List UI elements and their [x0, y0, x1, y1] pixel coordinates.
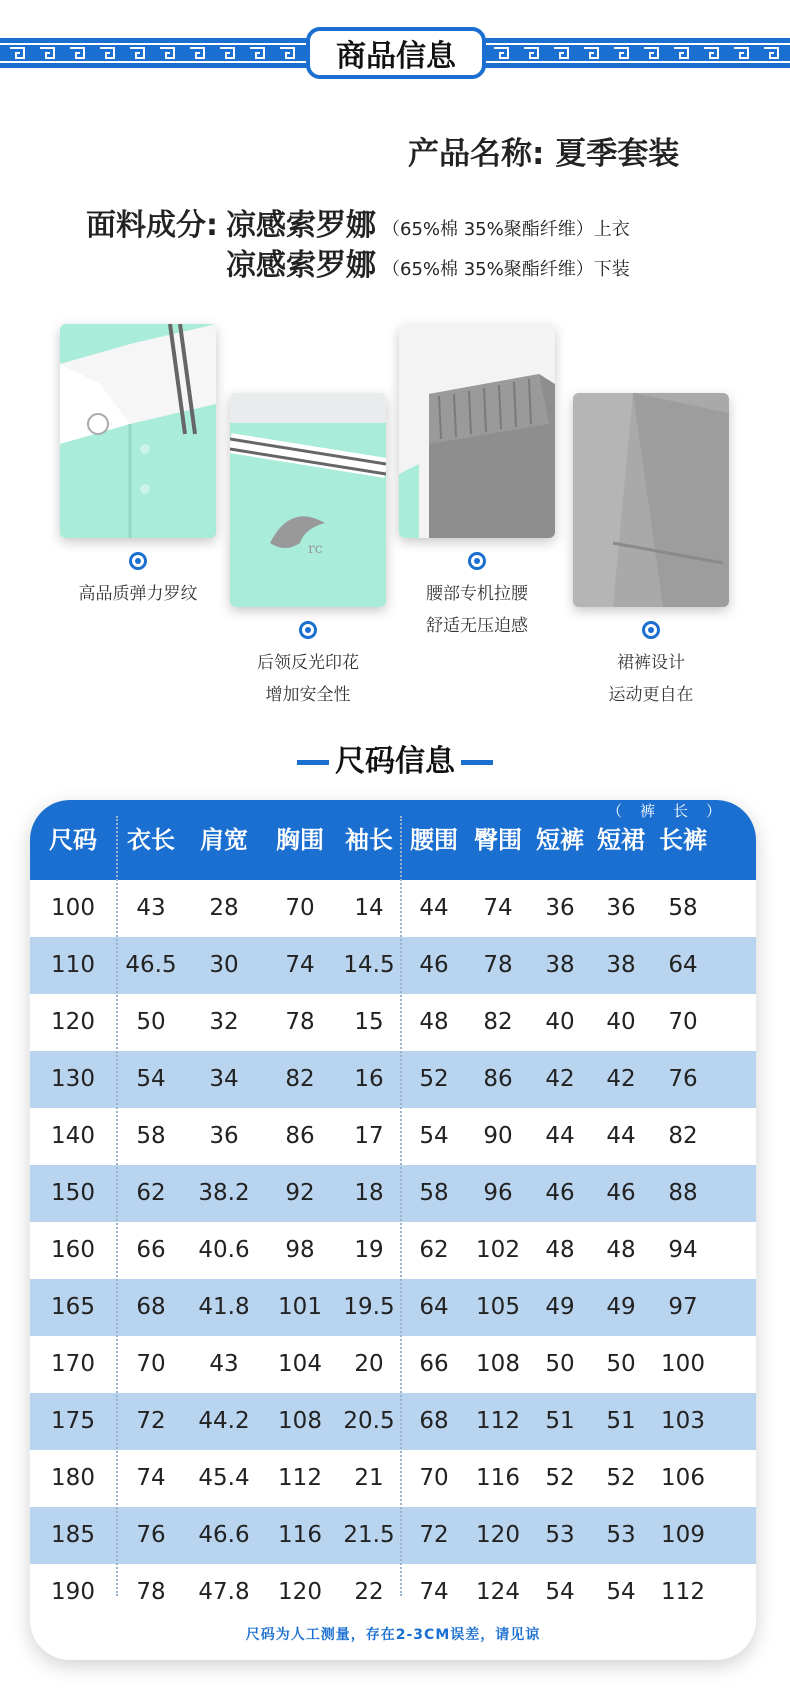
fabric-note: （65%棉 35%聚酯纤维）下装 [382, 259, 630, 280]
table-cell: 74 [285, 952, 315, 978]
table-cell: 70 [419, 1465, 449, 1491]
table-cell: 54 [419, 1123, 449, 1149]
table-cell: 46.5 [125, 952, 177, 978]
table-cell: 43 [136, 895, 166, 921]
table-row [30, 1279, 756, 1336]
table-cell: 92 [285, 1180, 315, 1206]
table-cell: 66 [419, 1351, 449, 1377]
table-cell: 150 [51, 1180, 95, 1206]
table-cell: 78 [136, 1579, 166, 1605]
feature-elastic-waist [399, 324, 555, 642]
table-cell: 58 [136, 1123, 166, 1149]
col-header: 衣长 [127, 826, 175, 854]
table-cell: 109 [661, 1522, 705, 1548]
feature-skort-design [573, 393, 729, 711]
column-divider [116, 816, 118, 1596]
table-cell: 42 [545, 1066, 575, 1092]
header-band [0, 0, 790, 95]
table-cell: 68 [419, 1408, 449, 1434]
table-cell: 165 [51, 1294, 95, 1320]
table-cell: 160 [51, 1237, 95, 1263]
feature-caption: 裙裤设计 [617, 653, 685, 673]
table-cell: 86 [483, 1066, 513, 1092]
table-row [30, 1336, 756, 1393]
table-cell: 82 [285, 1066, 315, 1092]
table-cell: 112 [476, 1408, 520, 1434]
table-cell: 43 [209, 1351, 239, 1377]
table-cell: 16 [354, 1066, 384, 1092]
bullet-icon [299, 621, 317, 639]
pants-length-subheader: （裤长） [606, 802, 739, 820]
table-cell: 116 [278, 1522, 322, 1548]
product-name: 产品名称: 夏季套装 [408, 136, 680, 172]
table-cell: 190 [51, 1579, 95, 1605]
table-cell: 40 [606, 1009, 636, 1035]
table-cell: 20 [354, 1351, 384, 1377]
fabric-composition [86, 200, 726, 283]
table-cell: 130 [51, 1066, 95, 1092]
table-cell: 21 [354, 1465, 384, 1491]
feature-caption: 腰部专机拉腰 [426, 584, 528, 604]
table-row [30, 1222, 756, 1279]
back-collar-image [230, 393, 386, 607]
table-cell: 22 [354, 1579, 384, 1605]
fabric-value: 凉感索罗娜 [226, 248, 376, 283]
table-cell: 100 [661, 1351, 705, 1377]
size-table [30, 800, 756, 1660]
table-cell: 47.8 [198, 1579, 250, 1605]
table-cell: 72 [136, 1408, 166, 1434]
table-cell: 32 [209, 1009, 239, 1035]
table-row [30, 1564, 756, 1621]
table-cell: 74 [419, 1579, 449, 1605]
table-cell: 48 [545, 1237, 575, 1263]
table-row [30, 1393, 756, 1450]
table-cell: 112 [661, 1579, 705, 1605]
table-cell: 46.6 [198, 1522, 250, 1548]
waistband-image [399, 324, 555, 538]
bullet-icon [468, 552, 486, 570]
table-cell: 44 [545, 1123, 575, 1149]
table-cell: 185 [51, 1522, 95, 1548]
table-cell: 36 [545, 895, 575, 921]
table-cell: 82 [483, 1009, 513, 1035]
table-cell: 44 [606, 1123, 636, 1149]
table-cell: 58 [419, 1180, 449, 1206]
table-cell: 94 [668, 1237, 698, 1263]
table-cell: 70 [136, 1351, 166, 1377]
table-cell: 54 [606, 1579, 636, 1605]
table-cell: 120 [278, 1579, 322, 1605]
polo-collar-image [60, 324, 216, 538]
feature-rib-collar [60, 324, 216, 610]
table-cell: 72 [419, 1522, 449, 1548]
table-cell: 62 [136, 1180, 166, 1206]
table-cell: 103 [661, 1408, 705, 1434]
table-cell: 36 [209, 1123, 239, 1149]
fabric-value: 凉感索罗娜 [226, 208, 376, 243]
table-cell: 38 [606, 952, 636, 978]
table-cell: 51 [545, 1408, 575, 1434]
fabric-row [86, 200, 726, 243]
skort-image [573, 393, 729, 607]
table-cell: 102 [476, 1237, 520, 1263]
table-row [30, 1450, 756, 1507]
table-cell: 19.5 [343, 1294, 395, 1320]
title-bar-right [461, 760, 493, 765]
table-cell: 140 [51, 1123, 95, 1149]
col-header: 袖长 [345, 826, 393, 854]
table-cell: 53 [545, 1522, 575, 1548]
table-cell: 76 [668, 1066, 698, 1092]
table-cell: 20.5 [343, 1408, 395, 1434]
table-cell: 68 [136, 1294, 166, 1320]
table-cell: 48 [606, 1237, 636, 1263]
table-cell: 54 [136, 1066, 166, 1092]
col-header: 短裤 [536, 826, 584, 854]
table-cell: 62 [419, 1237, 449, 1263]
table-cell: 44.2 [198, 1408, 250, 1434]
table-cell: 78 [483, 952, 513, 978]
table-cell: 58 [668, 895, 698, 921]
table-cell: 97 [668, 1294, 698, 1320]
table-cell: 28 [209, 895, 239, 921]
table-cell: 120 [476, 1522, 520, 1548]
col-header: 臀围 [474, 826, 522, 854]
table-cell: 19 [354, 1237, 384, 1263]
table-cell: 50 [545, 1351, 575, 1377]
table-cell: 40.6 [198, 1237, 250, 1263]
table-cell: 86 [285, 1123, 315, 1149]
table-row [30, 994, 756, 1051]
table-cell: 52 [419, 1066, 449, 1092]
table-cell: 15 [354, 1009, 384, 1035]
table-cell: 82 [668, 1123, 698, 1149]
feature-caption-sub: 运动更自在 [608, 685, 694, 705]
table-cell: 180 [51, 1465, 95, 1491]
title-bar-left [297, 760, 329, 765]
table-cell: 74 [136, 1465, 166, 1491]
table-cell: 34 [209, 1066, 239, 1092]
table-cell: 116 [476, 1465, 520, 1491]
table-cell: 78 [285, 1009, 315, 1035]
size-table-footnote: 尺码为人工测量，存在2-3CM误差，请见谅 [245, 1627, 541, 1643]
table-cell: 48 [419, 1009, 449, 1035]
table-cell: 112 [278, 1465, 322, 1491]
table-cell: 49 [545, 1294, 575, 1320]
col-header: 胸围 [276, 826, 324, 854]
table-cell: 46 [419, 952, 449, 978]
svg-text:rc: rc [308, 541, 323, 557]
table-cell: 42 [606, 1066, 636, 1092]
section-title-product-info: 商品信息 [306, 27, 486, 79]
table-row [30, 1165, 756, 1222]
table-cell: 108 [278, 1408, 322, 1434]
table-cell: 51 [606, 1408, 636, 1434]
table-row [30, 1108, 756, 1165]
table-cell: 108 [476, 1351, 520, 1377]
table-cell: 96 [483, 1180, 513, 1206]
fret-border-right [484, 38, 790, 68]
column-divider [400, 816, 402, 1596]
table-cell: 70 [285, 895, 315, 921]
table-cell: 38 [545, 952, 575, 978]
table-cell: 74 [483, 895, 513, 921]
table-cell: 17 [354, 1123, 384, 1149]
feature-caption: 后领反光印花 [257, 653, 359, 673]
table-cell: 170 [51, 1351, 95, 1377]
table-cell: 101 [278, 1294, 322, 1320]
table-cell: 70 [668, 1009, 698, 1035]
table-cell: 64 [668, 952, 698, 978]
table-cell: 45.4 [198, 1465, 250, 1491]
col-header: 长裤 [659, 826, 707, 854]
feature-caption-sub: 增加安全性 [265, 685, 351, 705]
table-cell: 21.5 [343, 1522, 395, 1548]
table-cell: 40 [545, 1009, 575, 1035]
table-cell: 120 [51, 1009, 95, 1035]
col-header: 腰围 [410, 826, 458, 854]
table-cell: 30 [209, 952, 239, 978]
table-cell: 38.2 [198, 1180, 250, 1206]
feature-caption-sub: 舒适无压迫感 [426, 616, 528, 636]
feature-caption: 高品质弹力罗纹 [78, 584, 198, 604]
table-cell: 36 [606, 895, 636, 921]
table-cell: 64 [419, 1294, 449, 1320]
table-cell: 52 [606, 1465, 636, 1491]
table-row [30, 880, 756, 937]
fabric-label: 面料成分: [86, 208, 218, 243]
table-row [30, 1051, 756, 1108]
table-cell: 50 [606, 1351, 636, 1377]
table-cell: 18 [354, 1180, 384, 1206]
table-cell: 110 [51, 952, 95, 978]
section-title-size-info: 尺码信息 [0, 736, 790, 780]
table-cell: 175 [51, 1408, 95, 1434]
table-row [30, 937, 756, 994]
col-header: 短裙 [597, 826, 645, 854]
table-cell: 14 [354, 895, 384, 921]
col-header: 尺码 [49, 826, 97, 854]
table-cell: 49 [606, 1294, 636, 1320]
fabric-row [86, 240, 726, 283]
table-cell: 52 [545, 1465, 575, 1491]
fret-border-left [0, 38, 310, 68]
table-cell: 41.8 [198, 1294, 250, 1320]
table-cell: 90 [483, 1123, 513, 1149]
table-cell: 106 [661, 1465, 705, 1491]
size-table-header [30, 800, 756, 880]
table-cell: 66 [136, 1237, 166, 1263]
table-cell: 76 [136, 1522, 166, 1548]
table-cell: 105 [476, 1294, 520, 1320]
table-cell: 54 [545, 1579, 575, 1605]
table-cell: 46 [606, 1180, 636, 1206]
bullet-icon [129, 552, 147, 570]
table-cell: 124 [476, 1579, 520, 1605]
table-cell: 50 [136, 1009, 166, 1035]
table-cell: 46 [545, 1180, 575, 1206]
table-cell: 100 [51, 895, 95, 921]
feature-reflective-print [230, 393, 386, 711]
col-header: 肩宽 [200, 826, 248, 854]
fabric-note: （65%棉 35%聚酯纤维）上衣 [382, 219, 630, 240]
table-cell: 88 [668, 1180, 698, 1206]
table-cell: 104 [278, 1351, 322, 1377]
table-cell: 53 [606, 1522, 636, 1548]
table-cell: 14.5 [343, 952, 395, 978]
bullet-icon [642, 621, 660, 639]
table-cell: 44 [419, 895, 449, 921]
table-cell: 98 [285, 1237, 315, 1263]
table-row [30, 1507, 756, 1564]
